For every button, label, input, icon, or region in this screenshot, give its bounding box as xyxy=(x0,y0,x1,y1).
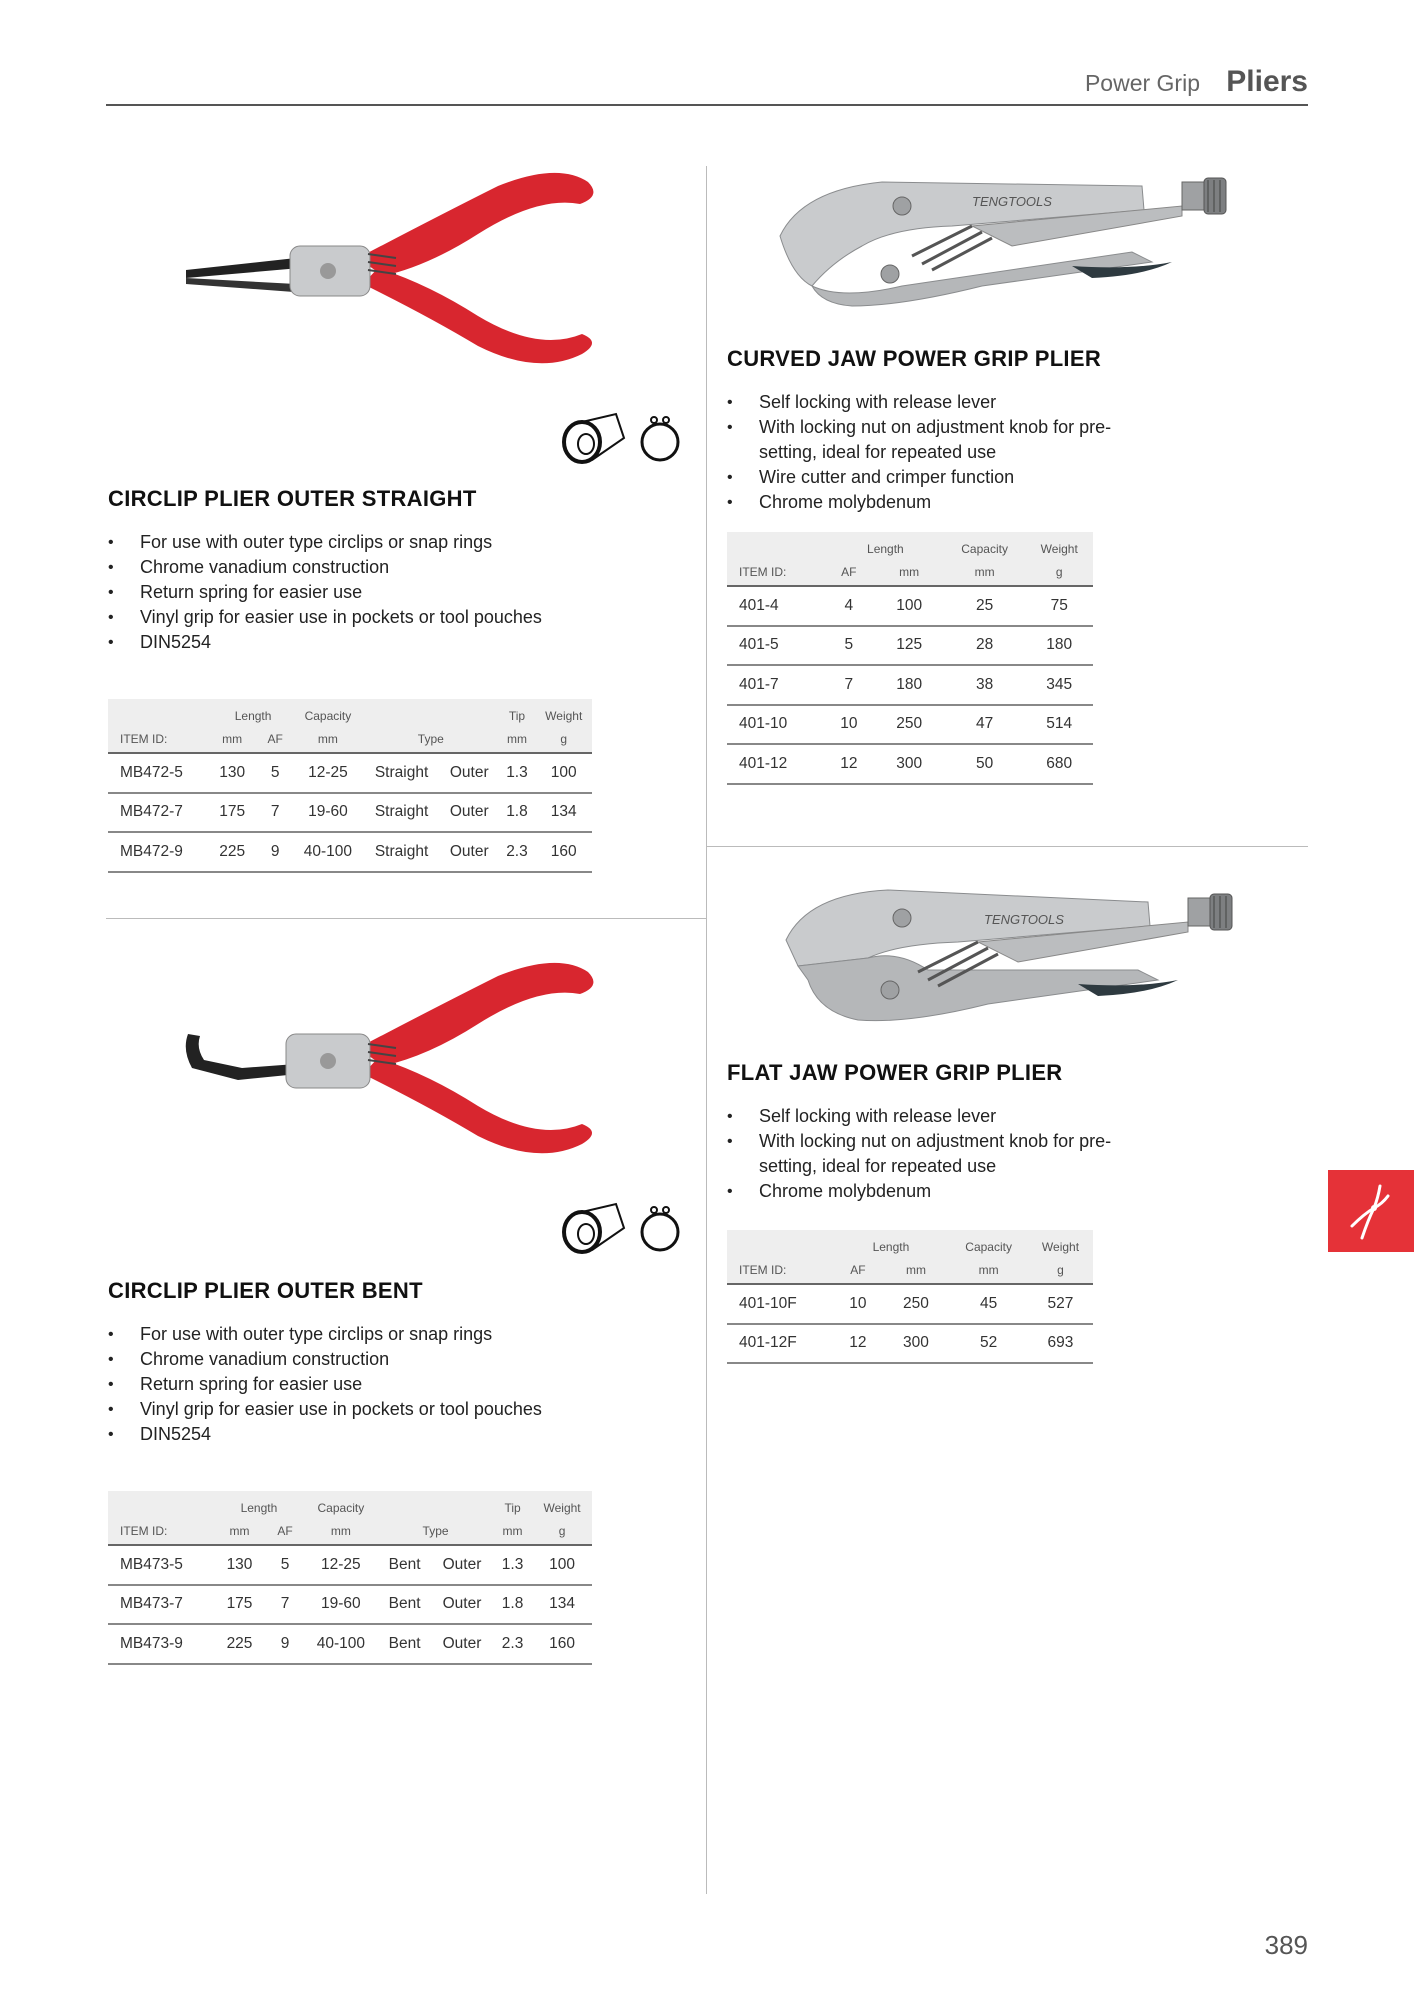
cell-tip: 1.8 xyxy=(493,1585,532,1625)
cell-af: 12 xyxy=(833,1324,883,1364)
feature-item: • For use with outer type circlips or snap rings xyxy=(108,1322,698,1347)
col-header-mm: mm xyxy=(213,1517,267,1545)
cell-tip: 1.8 xyxy=(498,793,535,833)
col-header-af: AF xyxy=(258,725,293,753)
cell-af: 9 xyxy=(266,1624,303,1664)
feature-item: • Self locking with release lever xyxy=(727,1104,1307,1129)
cell-tip: 1.3 xyxy=(498,753,535,793)
col-header-af: AF xyxy=(266,1517,303,1545)
cell-kind: Outer xyxy=(431,1545,493,1585)
cell-af: 7 xyxy=(266,1585,303,1625)
feature-list xyxy=(727,390,1307,515)
feature-item: • Chrome vanadium construction xyxy=(108,1347,698,1372)
cell-capacity: 28 xyxy=(944,626,1026,666)
table-row xyxy=(727,626,1093,666)
feature-item: • Vinyl grip for easier use in pockets or tool pouches xyxy=(108,1397,698,1422)
cell-item-id: MB473-5 xyxy=(108,1545,213,1585)
cell-tip: 2.3 xyxy=(498,832,535,872)
col-header-mm: mm xyxy=(883,1256,950,1284)
cell-af: 5 xyxy=(823,626,875,666)
col-header-g: g xyxy=(1025,558,1093,586)
section-curved-jaw-power-grip xyxy=(727,346,1307,515)
cell-weight: 134 xyxy=(535,793,592,833)
cell-capacity: 19-60 xyxy=(304,1585,379,1625)
cell-item-id: MB472-9 xyxy=(108,832,207,872)
spec-table-straight xyxy=(108,699,592,873)
cell-item-id: 401-12 xyxy=(727,744,823,784)
cell-capacity: 12-25 xyxy=(304,1545,379,1585)
cell-weight: 160 xyxy=(532,1624,592,1664)
cell-item-id: MB472-7 xyxy=(108,793,207,833)
cell-kind: Outer xyxy=(440,793,499,833)
spec-table-curved xyxy=(727,532,1093,785)
group-header-weight: Weight xyxy=(1041,1240,1080,1254)
page-header xyxy=(106,62,1308,106)
table-row xyxy=(727,705,1093,745)
feature-item: • Self locking with release lever xyxy=(727,390,1307,415)
group-header-tip: Tip xyxy=(508,709,526,723)
outer-circlip-ring-icons xyxy=(558,1198,684,1256)
cell-length: 125 xyxy=(875,626,944,666)
col-header-cap-mm: mm xyxy=(949,1256,1028,1284)
cell-length: 250 xyxy=(875,705,944,745)
col-header-g: g xyxy=(1028,1256,1093,1284)
cell-item-id: MB473-7 xyxy=(108,1585,213,1625)
cell-capacity: 19-60 xyxy=(293,793,363,833)
group-header-weight: Weight xyxy=(543,1501,581,1515)
cell-shape: Straight xyxy=(363,793,440,833)
feature-item: • DIN5254 xyxy=(108,630,698,655)
table-row xyxy=(727,1284,1093,1324)
col-header-cap-mm: mm xyxy=(293,725,363,753)
cell-capacity: 50 xyxy=(944,744,1026,784)
cell-weight: 680 xyxy=(1025,744,1093,784)
cell-length: 250 xyxy=(883,1284,950,1324)
cell-tip: 1.3 xyxy=(493,1545,532,1585)
cell-length: 225 xyxy=(213,1624,267,1664)
cell-weight: 75 xyxy=(1025,586,1093,626)
cell-length: 300 xyxy=(875,744,944,784)
plier-icon xyxy=(1328,1170,1414,1252)
cell-kind: Outer xyxy=(431,1624,493,1664)
section-circlip-outer-straight xyxy=(108,486,698,655)
cell-capacity: 45 xyxy=(949,1284,1028,1324)
feature-item: • Return spring for easier use xyxy=(108,580,698,605)
cell-capacity: 12-25 xyxy=(293,753,363,793)
cell-weight: 514 xyxy=(1025,705,1093,745)
cell-capacity: 40-100 xyxy=(293,832,363,872)
cell-weight: 180 xyxy=(1025,626,1093,666)
header-subtitle: Power Grip xyxy=(1084,70,1200,96)
cell-kind: Outer xyxy=(431,1585,493,1625)
cell-item-id: 401-12F xyxy=(727,1324,833,1364)
col-header-mm: mm xyxy=(875,558,944,586)
cell-capacity: 52 xyxy=(949,1324,1028,1364)
cell-af: 5 xyxy=(266,1545,303,1585)
feature-item: • Wire cutter and crimper function xyxy=(727,465,1307,490)
cell-capacity: 47 xyxy=(944,705,1026,745)
group-header-capacity: Capacity xyxy=(304,709,352,723)
section-divider-right xyxy=(706,846,1308,847)
feature-item: • DIN5254 xyxy=(108,1422,698,1447)
flat-jaw-power-grip-plier-image xyxy=(778,880,1266,1030)
cell-weight: 160 xyxy=(535,832,592,872)
cell-item-id: 401-4 xyxy=(727,586,823,626)
group-header-capacity: Capacity xyxy=(961,542,1008,556)
cell-weight: 134 xyxy=(532,1585,592,1625)
cell-length: 180 xyxy=(875,665,944,705)
feature-item: • Chrome molybdenum xyxy=(727,1179,1307,1204)
group-header-tip: Tip xyxy=(504,1501,521,1515)
column-divider xyxy=(706,166,707,1894)
cell-af: 7 xyxy=(258,793,293,833)
pliers-category-tab[interactable] xyxy=(1328,1170,1414,1252)
col-header-cap-mm: mm xyxy=(304,1517,379,1545)
cell-length: 130 xyxy=(207,753,258,793)
brand-logo: TENGTOOLS xyxy=(984,912,1064,927)
group-header-weight: Weight xyxy=(545,709,583,723)
section-flat-jaw-power-grip xyxy=(727,1060,1307,1204)
cell-length: 175 xyxy=(207,793,258,833)
table-row xyxy=(108,753,592,793)
group-header-length: Length xyxy=(240,1501,278,1515)
cell-kind: Outer xyxy=(440,832,499,872)
cell-shape: Straight xyxy=(363,753,440,793)
group-header-length: Length xyxy=(867,542,904,556)
table-row xyxy=(727,586,1093,626)
spec-table-bent xyxy=(108,1491,592,1665)
cell-capacity: 40-100 xyxy=(304,1624,379,1664)
circlip-plier-bent-image xyxy=(178,956,618,1166)
cell-af: 7 xyxy=(823,665,875,705)
cell-shape: Bent xyxy=(378,1545,431,1585)
section-title: FLAT JAW POWER GRIP PLIER xyxy=(727,1060,1063,1085)
group-header-length: Length xyxy=(234,709,272,723)
cell-item-id: 401-7 xyxy=(727,665,823,705)
feature-list xyxy=(108,530,698,655)
cell-shape: Bent xyxy=(378,1624,431,1664)
col-header-g: g xyxy=(535,725,592,753)
col-header-item-id: ITEM ID: xyxy=(727,558,823,586)
section-title: CIRCLIP PLIER OUTER BENT xyxy=(108,1278,423,1303)
cell-item-id: 401-10F xyxy=(727,1284,833,1324)
col-header-item-id: ITEM ID: xyxy=(727,1256,833,1284)
cell-af: 9 xyxy=(258,832,293,872)
table-row xyxy=(108,793,592,833)
cell-length: 225 xyxy=(207,832,258,872)
col-header-cap-mm: mm xyxy=(944,558,1026,586)
section-circlip-outer-bent xyxy=(108,1278,698,1447)
cell-af: 5 xyxy=(258,753,293,793)
cell-weight: 100 xyxy=(535,753,592,793)
header-title: Pliers xyxy=(1226,65,1308,98)
cell-weight: 527 xyxy=(1028,1284,1093,1324)
col-header-af: AF xyxy=(823,558,875,586)
col-header-type: Type xyxy=(378,1517,493,1545)
cell-item-id: 401-10 xyxy=(727,705,823,745)
col-header-tip-mm: mm xyxy=(493,1517,532,1545)
section-title: CIRCLIP PLIER OUTER STRAIGHT xyxy=(108,486,477,511)
feature-list xyxy=(727,1104,1307,1204)
table-row xyxy=(727,665,1093,705)
feature-list xyxy=(108,1322,698,1447)
cell-shape: Bent xyxy=(378,1585,431,1625)
table-row xyxy=(108,1624,592,1664)
outer-circlip-ring-icons xyxy=(558,408,684,466)
group-header-capacity: Capacity xyxy=(965,1240,1012,1254)
cell-kind: Outer xyxy=(440,753,499,793)
col-header-item-id: ITEM ID: xyxy=(108,1517,213,1545)
feature-item: • With locking nut on adjustment knob for pre-setting, ideal for repeated use xyxy=(727,415,1147,465)
cell-capacity: 38 xyxy=(944,665,1026,705)
cell-item-id: MB473-9 xyxy=(108,1624,213,1664)
feature-item: • For use with outer type circlips or snap rings xyxy=(108,530,698,555)
table-row xyxy=(727,1324,1093,1364)
col-header-tip-mm: mm xyxy=(498,725,535,753)
table-row xyxy=(108,1545,592,1585)
col-header-mm: mm xyxy=(207,725,258,753)
col-header-item-id: ITEM ID: xyxy=(108,725,207,753)
cell-shape: Straight xyxy=(363,832,440,872)
table-row xyxy=(108,1585,592,1625)
cell-af: 12 xyxy=(823,744,875,784)
cell-tip: 2.3 xyxy=(493,1624,532,1664)
cell-af: 10 xyxy=(823,705,875,745)
feature-item: • Return spring for easier use xyxy=(108,1372,698,1397)
group-header-weight: Weight xyxy=(1040,542,1078,556)
cell-af: 4 xyxy=(823,586,875,626)
cell-length: 130 xyxy=(213,1545,267,1585)
col-header-type: Type xyxy=(363,725,498,753)
col-header-g: g xyxy=(532,1517,592,1545)
section-divider-left xyxy=(106,918,706,919)
table-row xyxy=(108,832,592,872)
page-number: 389 xyxy=(1264,1930,1308,1960)
group-header-length: Length xyxy=(872,1240,910,1254)
cell-item-id: MB472-5 xyxy=(108,753,207,793)
cell-weight: 345 xyxy=(1025,665,1093,705)
feature-item: • Chrome molybdenum xyxy=(727,490,1307,515)
circlip-plier-straight-image xyxy=(178,166,618,376)
feature-item: • With locking nut on adjustment knob for pre-setting, ideal for repeated use xyxy=(727,1129,1147,1179)
feature-item: • Chrome vanadium construction xyxy=(108,555,698,580)
cell-length: 175 xyxy=(213,1585,267,1625)
brand-logo: TENGTOOLS xyxy=(972,194,1052,209)
cell-length: 300 xyxy=(883,1324,950,1364)
curved-jaw-power-grip-plier-image xyxy=(772,166,1260,316)
spec-table-flat xyxy=(727,1230,1093,1364)
cell-capacity: 25 xyxy=(944,586,1026,626)
cell-weight: 693 xyxy=(1028,1324,1093,1364)
feature-item: • Vinyl grip for easier use in pockets or tool pouches xyxy=(108,605,698,630)
table-row xyxy=(727,744,1093,784)
cell-length: 100 xyxy=(875,586,944,626)
group-header-capacity: Capacity xyxy=(317,1501,365,1515)
section-title: CURVED JAW POWER GRIP PLIER xyxy=(727,346,1102,371)
cell-af: 10 xyxy=(833,1284,883,1324)
cell-weight: 100 xyxy=(532,1545,592,1585)
cell-item-id: 401-5 xyxy=(727,626,823,666)
col-header-af: AF xyxy=(833,1256,883,1284)
